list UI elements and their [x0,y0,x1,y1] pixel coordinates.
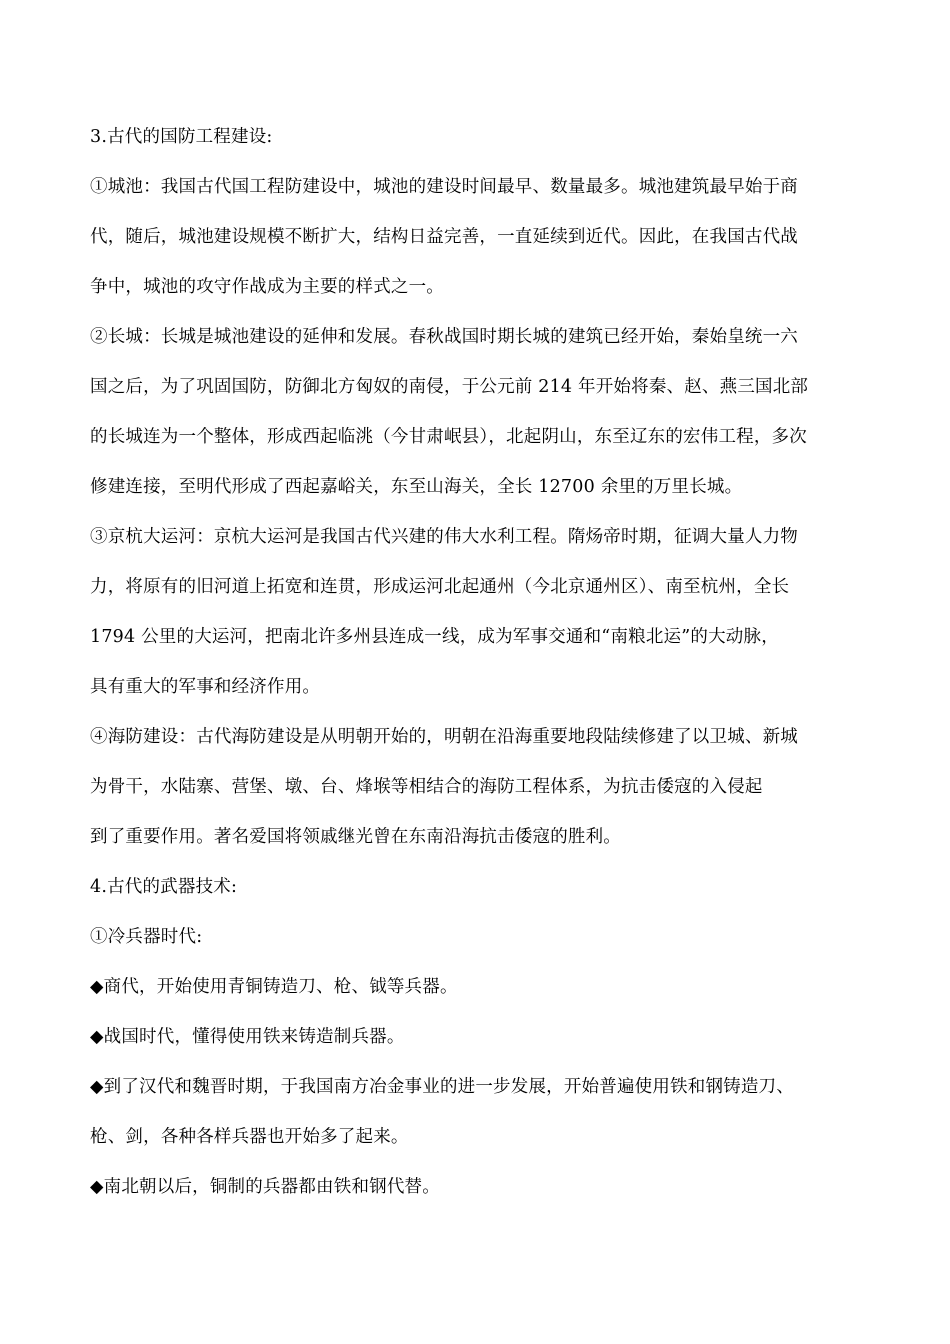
paragraph-line: 国之后，为了巩固国防，防御北方匈奴的南侵，于公元前 214 年开始将秦、赵、燕三国北部 [90,377,809,397]
section-heading-defense-engineering: 3.古代的国防工程建设: [90,127,273,147]
bullet-item: ◆到了汉代和魏晋时期，于我国南方冶金事业的进一步发展，开始普遍使用铁和钢铸造刀、 [90,1077,794,1097]
paragraph-line: 1794 公里的大运河，把南北许多州县连成一线，成为军事交通和“南粮北运”的大动脉， [90,627,779,647]
paragraph-line: 修建连接，至明代形成了西起嘉峪关，东至山海关，全长 12700 余里的万里长城。 [90,477,743,497]
bullet-item: ◆战国时代，懂得使用铁来铸造制兵器。 [90,1027,405,1047]
paragraph-line: 代，随后，城池建设规模不断扩大，结构日益完善，一直延续到近代。因此，在我国古代战 [90,227,798,247]
paragraph-line: ④海防建设：古代海防建设是从明朝开始的，明朝在沿海重要地段陆续修建了以卫城、新城 [90,727,798,747]
paragraph-line: 为骨干，水陆寨、营堡、墩、台、烽堠等相结合的海防工程体系，为抗击倭寇的入侵起 [90,777,763,797]
paragraph-line: ②长城：长城是城池建设的延伸和发展。春秋战国时期长城的建筑已经开始，秦始皇统一六 [90,327,798,347]
subheading-cold-weapons: ①冷兵器时代: [90,927,203,947]
paragraph-line: ①城池：我国古代国工程防建设中，城池的建设时间最早、数量最多。城池建筑最早始于商 [90,177,798,197]
paragraph-line: 争中，城池的攻守作战成为主要的样式之一。 [90,277,444,297]
paragraph-line: ③京杭大运河：京杭大运河是我国古代兴建的伟大水利工程。隋炀帝时期，征调大量人力物 [90,527,798,547]
paragraph-line: 具有重大的军事和经济作用。 [90,677,321,697]
paragraph-line: 力，将原有的旧河道上拓宽和连贯，形成运河北起通州（今北京通州区）、南至杭州，全长 [90,577,790,597]
bullet-item: ◆南北朝以后，铜制的兵器都由铁和钢代替。 [90,1177,440,1197]
paragraph-line: 的长城连为一个整体，形成西起临洮（今甘肃岷县），北起阴山，东至辽东的宏伟工程，多次 [90,427,807,447]
paragraph-line: 到了重要作用。著名爱国将领戚继光曾在东南沿海抗击倭寇的胜利。 [90,827,621,847]
section-heading-weapons-technology: 4.古代的武器技术: [90,877,238,897]
bullet-item: ◆商代，开始使用青铜铸造刀、枪、钺等兵器。 [90,977,458,997]
bullet-item-continuation: 枪、剑，各种各样兵器也开始多了起来。 [90,1127,409,1147]
